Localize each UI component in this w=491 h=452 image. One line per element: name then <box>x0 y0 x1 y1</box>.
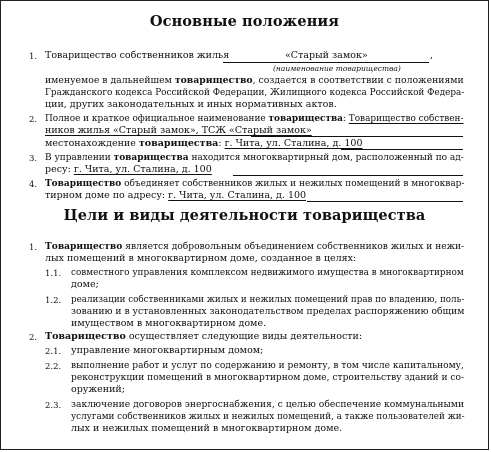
goals-2-line-1: Товарищество осуществляет следующие виды деятельности: <box>45 331 363 342</box>
goals-1-1-line-2: доме; <box>71 279 99 290</box>
item-3-line-2: ресу: г. Чита, ул. Сталина, д. 100 <box>45 164 212 175</box>
tsj-name-value: «Старый замок» <box>285 50 368 61</box>
goals-1-line-2: лых помещений в многоквартирном доме, созданное в целях: <box>45 253 357 264</box>
item-1-comma: , <box>430 50 434 61</box>
item-3-number: 3. <box>29 154 38 164</box>
item-2-address-fill <box>341 149 463 150</box>
goals-1-1-line-1: совместного управления комплексом недвижимого имущества в многоквартирном <box>71 267 464 278</box>
goals-2-2-number: 2.2. <box>45 362 62 372</box>
item-2-fill-line <box>251 136 463 137</box>
goals-2-3-line-3: лых и нежилых помещений в многоквартирном доме. <box>71 423 343 434</box>
heading-basic-provisions: Основные положения <box>149 13 340 30</box>
item-2-number: 2. <box>29 115 38 125</box>
goals-2-2-line-2: реконструкции помещений в многоквартирном доме, строительству зданий и со- <box>71 372 465 383</box>
name-fill-line <box>223 62 429 63</box>
item-1-line-2: именуемое в дальнейшем товарищество, создается в соответствии с положениями <box>45 75 464 86</box>
goals-1-2-number: 1.2. <box>45 296 62 306</box>
goals-1-number: 1. <box>29 243 38 253</box>
goals-2-3-line-1: заключение договоров энергоснабжения, с целью обеспечение коммунальными <box>71 399 465 410</box>
name-caption: (наименование товарищества) <box>273 64 401 73</box>
goals-1-2-line-1: реализации собственниками жилых и нежилых помещений прав по владению, поль- <box>71 294 465 305</box>
goals-2-3-number: 2.3. <box>45 401 62 411</box>
item-1-line-4: ции, других законодательных и иных нормативных актов. <box>45 99 337 110</box>
item-4-fill-line <box>307 201 463 202</box>
goals-2-2-line-3: оружений; <box>71 384 125 395</box>
item-4-number: 4. <box>29 180 38 190</box>
goals-2-number: 2. <box>29 333 38 343</box>
item-3-fill-line <box>233 175 463 176</box>
item-1-number: 1. <box>29 52 38 62</box>
item-4-line-2: тирном доме по адресу: г. Чита, ул. Сталина, д. 100 <box>45 190 307 201</box>
heading-goals: Цели и виды деятельности товарищества <box>63 207 426 224</box>
goals-1-2-line-3: имуществом в многоквартирном доме. <box>71 318 267 329</box>
item-2-line-1: Полное и краткое официальное наименование товарищества: Товарищество собствен- <box>45 113 464 124</box>
goals-1-1-number: 1.1. <box>45 269 62 279</box>
goals-1-line-1: Товарищество является добровольным объединением собственников жилых и нежи- <box>45 241 465 252</box>
item-1-line-3: Гражданского кодекса Российской Федерации, Жилищного кодекса Российской Федера- <box>45 87 465 98</box>
item-3-line-1: В управлении товарищества находится многоквартирный дом, расположенный по ад- <box>45 152 464 163</box>
goals-2-3-line-2: услугами собственников жилых и нежилых помещений, а также пользователей жи- <box>71 411 465 422</box>
goals-2-2-line-1: выполнение работ и услуг по содержанию и ремонту, в том числе капитальному, <box>71 360 464 371</box>
goals-2-1-number: 2.1. <box>45 347 62 357</box>
item-2-line-3: местонахождение товарищества: г. Чита, ул. Сталина, д. 100 <box>45 138 363 149</box>
item-2-line-2: ников жилья «Старый замок», ТСЖ «Старый замок» <box>45 125 312 136</box>
item-1-lead: Товарищество собственников жилья <box>45 50 230 61</box>
goals-1-2-line-2: зованию и в установленных законодательством пределах распоряжению общим <box>71 306 465 317</box>
item-4-line-1: Товарищество объединяет собственников жилых и нежилых помещений в многоквар- <box>45 178 465 189</box>
goals-2-1-line-1: управление многоквартирным домом; <box>71 345 264 356</box>
